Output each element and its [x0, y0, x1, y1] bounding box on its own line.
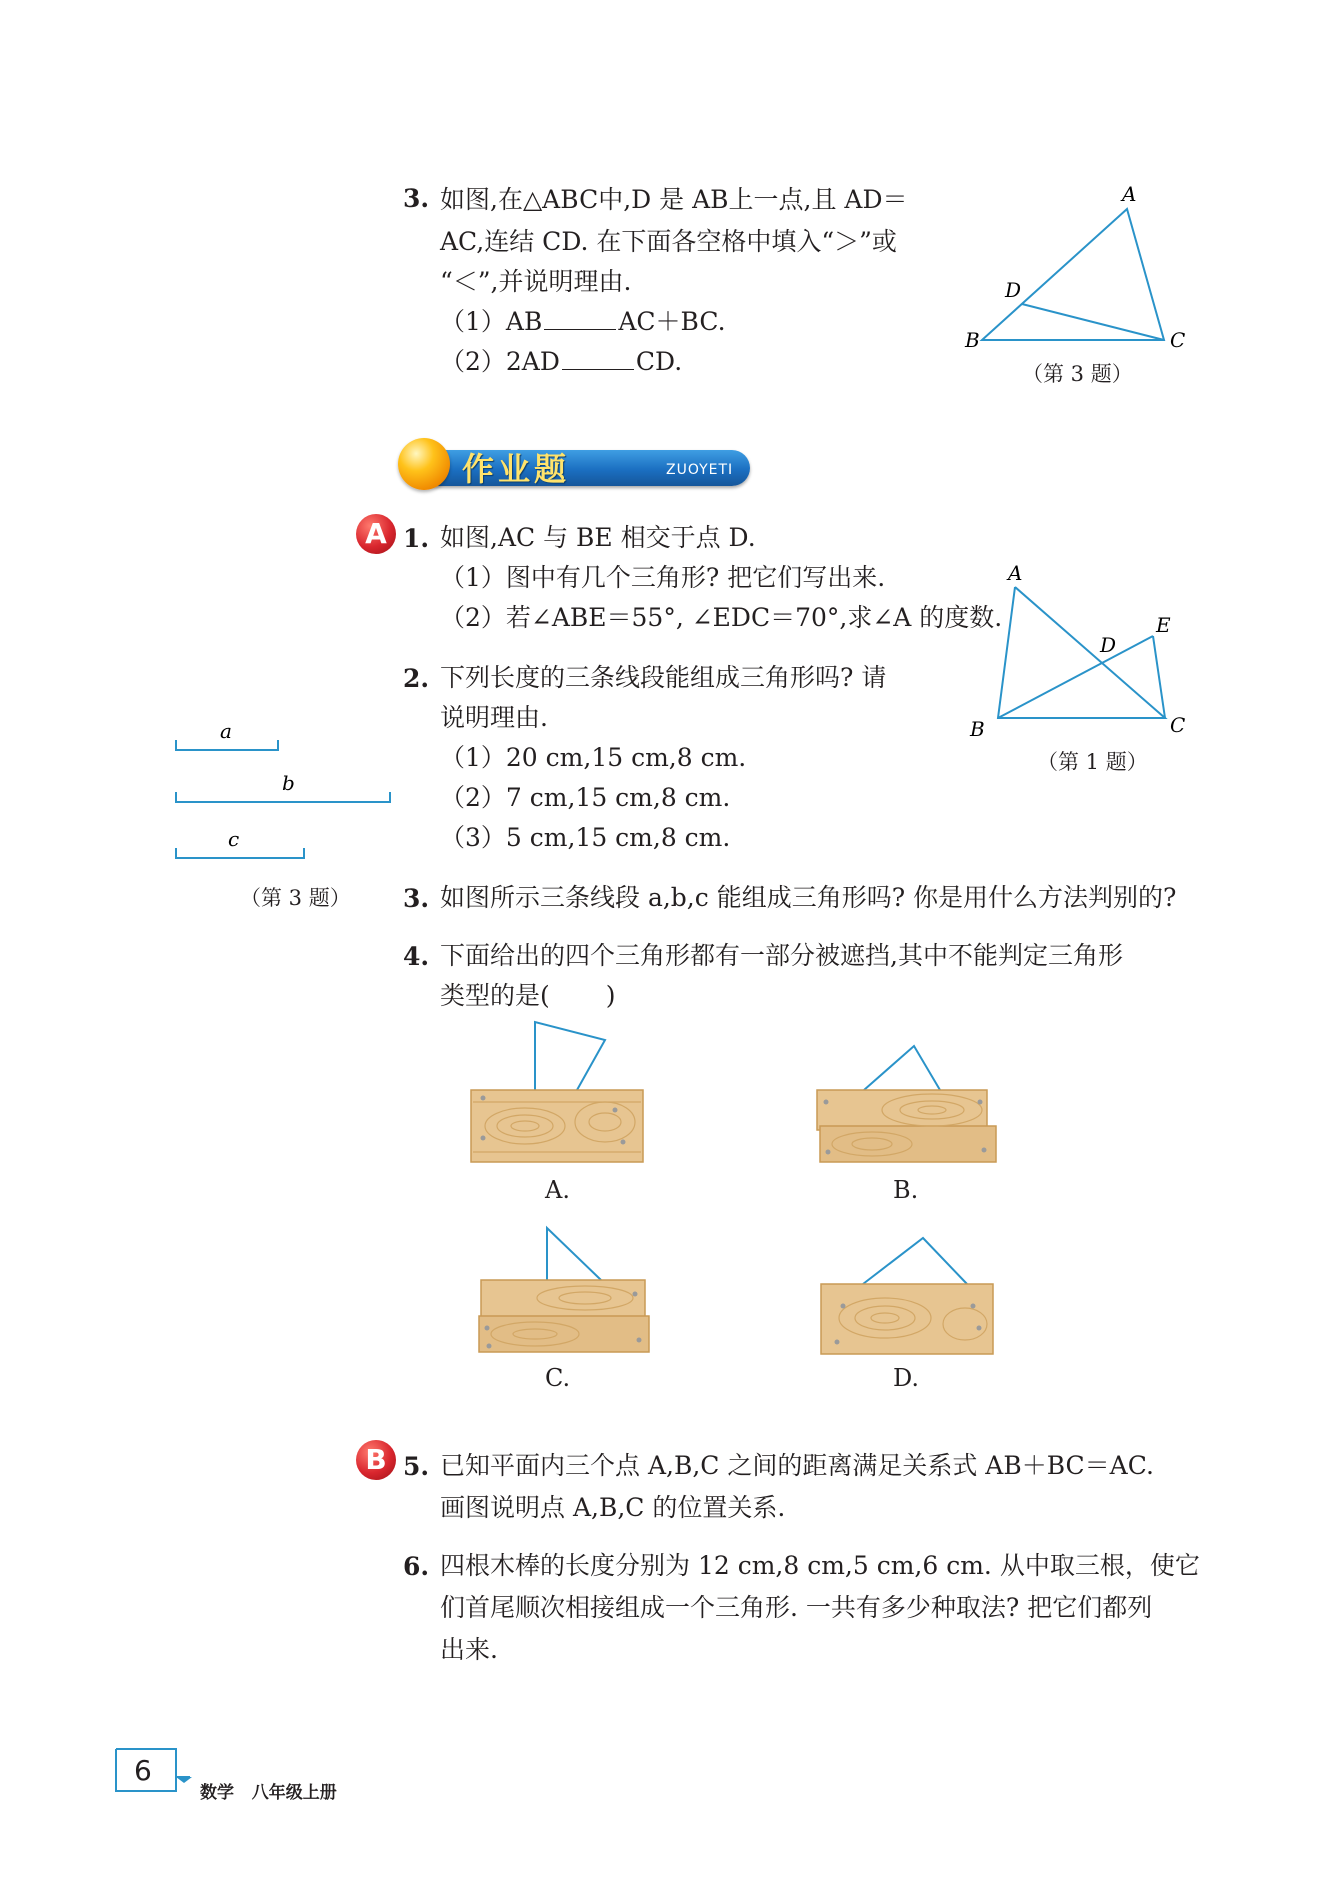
- vertex-label-e: E: [1156, 613, 1171, 637]
- triangle-partial: [547, 1228, 601, 1280]
- problem-text-line: “＜”,并说明理由.: [440, 267, 632, 296]
- sub-question: （1）图中有几个三角形? 把它们写出来.: [440, 563, 886, 592]
- answer-blank[interactable]: [544, 307, 616, 330]
- level-b-letter: B: [365, 1443, 387, 1476]
- option-label-c: C.: [545, 1364, 571, 1392]
- option-b-figure[interactable]: [812, 1040, 1002, 1170]
- problem-number: 4.: [403, 942, 430, 971]
- level-a-badge: [356, 514, 396, 554]
- option-label-a: A.: [545, 1176, 570, 1204]
- sub-question-prefix: （2）2AD: [440, 347, 560, 376]
- problem-text-line: 说明理由.: [440, 703, 548, 732]
- section-banner: [398, 436, 756, 494]
- figure-caption: （第 3 题）: [1022, 362, 1133, 386]
- triangle-partial: [864, 1046, 940, 1090]
- vertex-label-d: D: [1100, 633, 1117, 657]
- option-a-figure[interactable]: [465, 1018, 655, 1168]
- sub-question: [440, 342, 682, 382]
- segment-c: [176, 848, 304, 858]
- page-number-tab: [114, 1747, 204, 1795]
- problem-number: 3.: [403, 184, 430, 213]
- book-title: 数学 八年级上册: [200, 1783, 337, 1803]
- answer-blank[interactable]: [562, 347, 634, 370]
- problem-text-line: 出来.: [440, 1635, 498, 1664]
- problem-text-line: 四根木棒的长度分别为 12 cm,8 cm,5 cm,6 cm. 从中取三根，使它: [440, 1551, 1200, 1580]
- wood-board-bottom: [820, 1126, 996, 1162]
- triangle-abc-outline: [998, 587, 1165, 718]
- segment-ec: [1153, 636, 1165, 718]
- problem-text-line: 下面给出的四个三角形都有一部分被遮挡,其中不能判定三角形: [440, 941, 1123, 970]
- page-number: 6: [134, 1754, 152, 1787]
- wood-board: [821, 1284, 993, 1354]
- problem-number: 5.: [403, 1452, 430, 1481]
- vertex-label-b: B: [970, 717, 985, 740]
- question-paren-close: ): [605, 981, 616, 1010]
- vertex-label-a: A: [1008, 561, 1023, 585]
- vertex-label-d: D: [1005, 278, 1022, 302]
- problem-text-line: 已知平面内三个点 A,B,C 之间的距离满足关系式 AB＋BC＝AC.: [440, 1451, 1154, 1480]
- sub-question: （2）若∠ABE＝55°, ∠EDC＝70°,求∠A 的度数.: [440, 603, 1003, 632]
- sub-question: （2）7 cm,15 cm,8 cm.: [440, 783, 731, 812]
- figure-caption: （第 1 题）: [1037, 750, 1148, 774]
- banner-subtitle: ZUOYETI: [666, 462, 734, 478]
- option-d-figure[interactable]: [815, 1232, 1005, 1362]
- segment-label-b: b: [282, 771, 295, 795]
- vertex-label-c: C: [1170, 328, 1186, 352]
- problem-text-line: 下列长度的三条线段能组成三角形吗? 请: [440, 663, 887, 692]
- triangle-abc-figure: [955, 185, 1195, 355]
- banner-title: 作业题: [462, 450, 571, 488]
- wood-board-top: [817, 1090, 987, 1130]
- option-label-d: D.: [893, 1364, 920, 1392]
- segment-be: [998, 636, 1153, 718]
- vertex-label-c: C: [1170, 713, 1186, 737]
- sub-question-prefix: （1）AB: [440, 307, 543, 336]
- segment-label-a: a: [220, 720, 232, 743]
- sub-question: [440, 302, 726, 342]
- intersecting-lines-figure: [968, 560, 1198, 740]
- problem-text-line: AC,连结 CD. 在下面各空格中填入“＞”或: [440, 227, 897, 256]
- wood-board-bottom: [479, 1316, 649, 1352]
- level-b-badge: [356, 1440, 396, 1480]
- segments-figure: [170, 720, 400, 870]
- triangle-abc: [982, 209, 1164, 340]
- problem-number: 3.: [403, 884, 430, 913]
- sub-question-suffix: AC＋BC.: [618, 307, 726, 336]
- problem-text-line: [440, 976, 616, 1016]
- problem-text-line: 如图所示三条线段 a,b,c 能组成三角形吗? 你是用什么方法判别的?: [440, 883, 1177, 912]
- segment-cd: [1022, 304, 1164, 340]
- option-c-figure[interactable]: [475, 1222, 655, 1362]
- problem-text-line: 如图,AC 与 BE 相交于点 D.: [440, 523, 756, 552]
- wood-board-top: [481, 1280, 645, 1320]
- triangle-partial: [863, 1238, 967, 1284]
- problem-text-line: 画图说明点 A,B,C 的位置关系.: [440, 1493, 786, 1522]
- banner-sphere-icon: [398, 438, 450, 490]
- option-label-b: B.: [893, 1176, 919, 1204]
- segment-label-c: c: [228, 827, 240, 851]
- vertex-label-b: B: [965, 328, 980, 352]
- problem-text-line: 如图,在△ABC中,D 是 AB上一点,且 AD＝: [440, 185, 908, 214]
- problem-text-line: 们首尾顺次相接组成一个三角形. 一共有多少种取法? 把它们都列: [440, 1593, 1153, 1622]
- sub-question: （3）5 cm,15 cm,8 cm.: [440, 823, 731, 852]
- problem-number: 1.: [403, 524, 430, 553]
- vertex-label-a: A: [1122, 185, 1137, 206]
- problem-number: 2.: [403, 664, 430, 693]
- question-text: 类型的是(: [440, 981, 550, 1010]
- sub-question: （1）20 cm,15 cm,8 cm.: [440, 743, 747, 772]
- problem-number: 6.: [403, 1552, 430, 1581]
- figure-caption: （第 3 题）: [240, 886, 351, 910]
- triangle-partial: [535, 1022, 605, 1090]
- sub-question-suffix: CD.: [635, 347, 683, 376]
- level-a-letter: A: [365, 517, 387, 550]
